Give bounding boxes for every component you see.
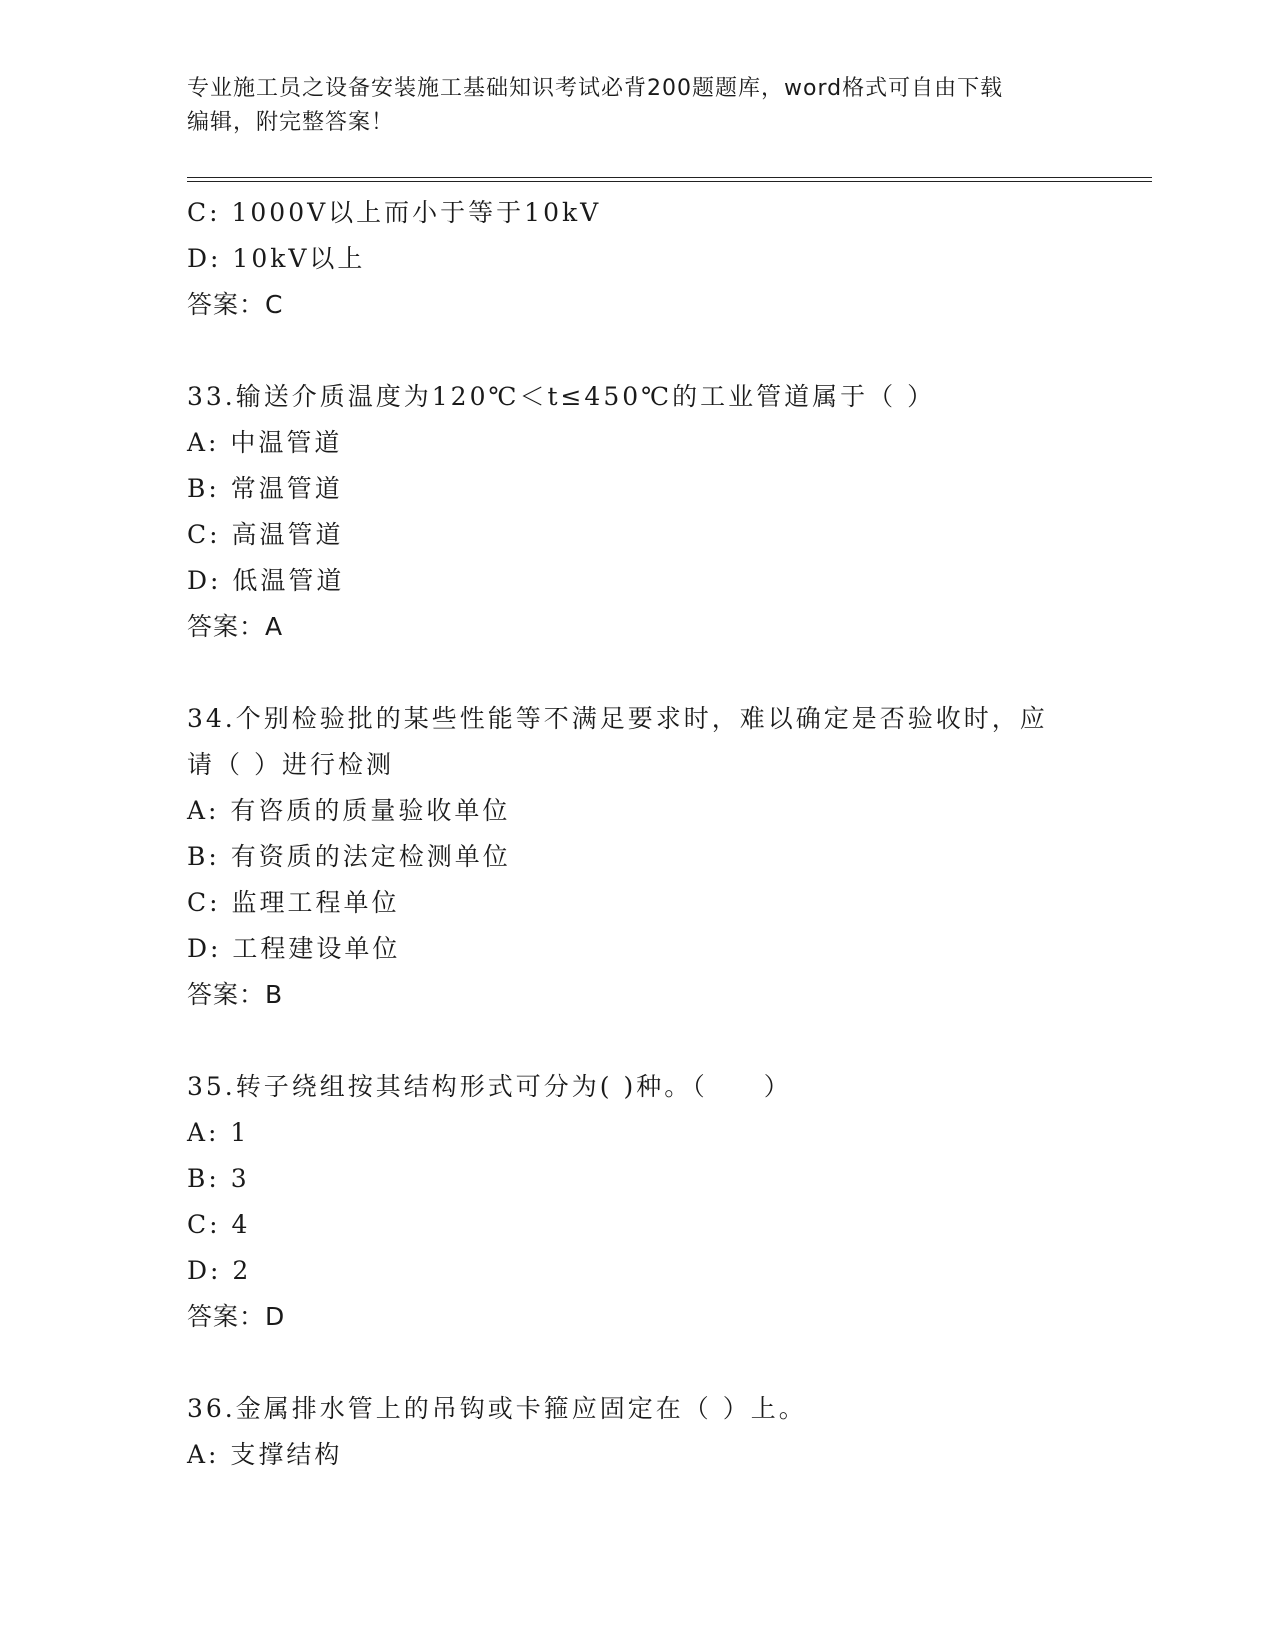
spacer bbox=[187, 1018, 1087, 1064]
option-c: C: 监理工程单位 bbox=[187, 888, 400, 917]
question-stem: 35.转子绕组按其结构形式可分为( )种。（ ） bbox=[187, 1072, 792, 1101]
answer-line: 答案：A bbox=[187, 612, 284, 641]
question-stem-continued: 请（ ）进行检测 bbox=[187, 750, 394, 779]
option-b: B: 有资质的法定检测单位 bbox=[187, 842, 511, 871]
header-title-line1: 专业施工员之设备安装施工基础知识考试必背200题题库，word格式可自由下载 bbox=[187, 76, 1004, 101]
spacer bbox=[187, 650, 1087, 696]
question-36 bbox=[187, 1386, 1087, 1478]
spacer bbox=[187, 328, 1087, 374]
option-a: A: 1 bbox=[187, 1118, 250, 1147]
answer-line: 答案：B bbox=[187, 980, 284, 1009]
question-33 bbox=[187, 374, 1087, 650]
option-c: C: 高温管道 bbox=[187, 520, 344, 549]
header-divider bbox=[187, 177, 1152, 182]
question-stem: 34.个别检验批的某些性能等不满足要求时，难以确定是否验收时，应 bbox=[187, 704, 1048, 733]
page-header bbox=[187, 72, 1087, 140]
option-a: A: 中温管道 bbox=[187, 428, 343, 457]
question-fragment bbox=[187, 190, 1087, 328]
answer-line: 答案：D bbox=[187, 1302, 286, 1331]
option-d: D: 工程建设单位 bbox=[187, 934, 401, 963]
question-34 bbox=[187, 696, 1087, 1018]
question-stem: 33.输送介质温度为120℃＜t≤450℃的工业管道属于（ ） bbox=[187, 382, 936, 411]
option-c: C: 1000V以上而小于等于10kV bbox=[187, 198, 602, 227]
option-c: C: 4 bbox=[187, 1210, 251, 1239]
option-d: D: 2 bbox=[187, 1256, 252, 1285]
option-a: A: 有咨质的质量验收单位 bbox=[187, 796, 511, 825]
answer-line: 答案：C bbox=[187, 290, 284, 319]
header-title-line2: 编辑，附完整答案！ bbox=[187, 110, 395, 135]
option-d: D: 低温管道 bbox=[187, 566, 345, 595]
question-stem: 36.金属排水管上的吊钩或卡箍应固定在（ ）上。 bbox=[187, 1394, 807, 1423]
option-a: A: 支撑结构 bbox=[187, 1440, 343, 1469]
option-b: B: 3 bbox=[187, 1164, 250, 1193]
question-35 bbox=[187, 1064, 1087, 1340]
spacer bbox=[187, 1340, 1087, 1386]
question-content bbox=[187, 190, 1087, 1478]
option-d: D: 10kV以上 bbox=[187, 244, 366, 273]
option-b: B: 常温管道 bbox=[187, 474, 343, 503]
